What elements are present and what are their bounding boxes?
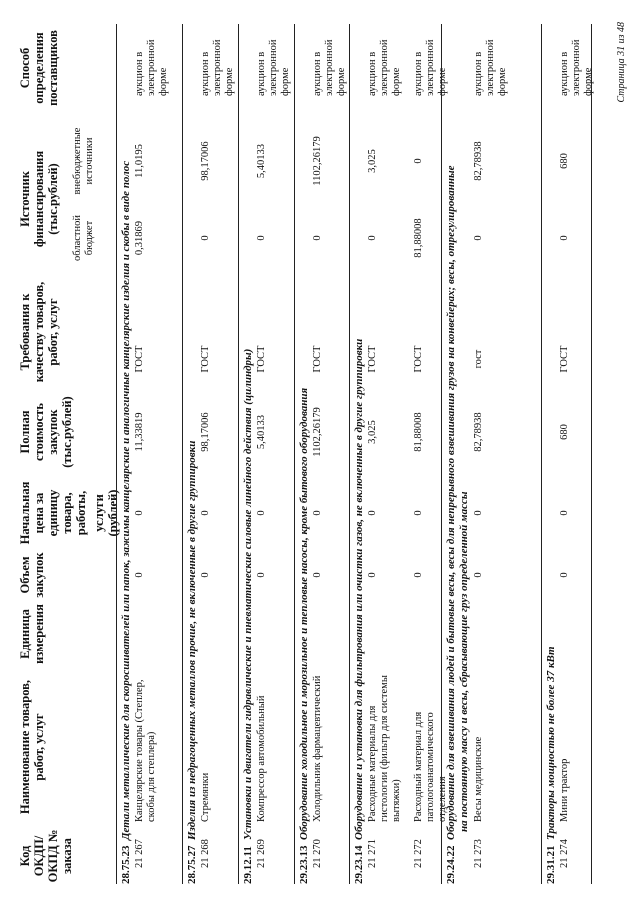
group-title: Оборудование и установки для фильтрования или очистки газов, не включенные в другие группировки — [353, 338, 365, 840]
item-volume: 0 — [200, 572, 211, 578]
item-total-cost: 5,40133 — [256, 414, 267, 450]
item-name: Расходный материал для патологоанатомического отделения — [413, 711, 448, 822]
row-divider — [441, 24, 442, 884]
order-number: 21 272 — [413, 839, 424, 868]
item-funding-regional: 0,31869 — [134, 220, 145, 256]
header-requirements: Требования к качеству товаров, работ, услуг — [18, 281, 60, 383]
item-funding-regional: 81,88008 — [413, 218, 424, 258]
item-funding-regional: 0 — [559, 235, 570, 241]
item-unit-price: 0 — [413, 510, 424, 516]
header-funding-offbudget: внебюджетные источники — [72, 127, 95, 195]
item-volume: 0 — [413, 572, 424, 578]
item-requirements: ГОСТ — [559, 345, 570, 373]
row-divider — [116, 24, 117, 884]
item-unit-price: 0 — [312, 510, 323, 516]
row-divider — [349, 24, 350, 884]
group-code: 28.75.27 — [186, 845, 198, 884]
group-row — [120, 24, 133, 884]
group-title: Оборудование для взвешивания людей и бытовые весы, весы для непрерывного взвешивания грузов на конвейерах; весы, отрегулированные — [445, 165, 457, 840]
group-title: Установки и двигатели гидравлические и пневматические силовые линейного действия (цилиндры) — [242, 348, 254, 840]
item-total-cost: 81,88008 — [413, 412, 424, 452]
group-title: Детали металлические для скоросшивателей или папок, зажимы канцелярские и аналогичные канцелярские изделия и скобы в виде полос — [120, 160, 132, 840]
group-code: 29.24.22 — [445, 845, 457, 884]
item-name: Весы медицинские — [473, 736, 484, 822]
row-divider — [591, 24, 592, 884]
row-divider — [294, 24, 295, 884]
item-method: аукцион в электронной форме — [256, 39, 291, 96]
item-unit-price: 0 — [367, 510, 378, 516]
item-funding-regional: 0 — [473, 235, 484, 241]
item-funding-offbudget: 0 — [413, 158, 424, 164]
page-footer: Страница 31 из 48 — [616, 22, 627, 103]
group-row — [353, 24, 366, 884]
item-name: Стремянки — [200, 772, 211, 822]
group-row — [298, 24, 311, 884]
item-funding-offbudget: 1102,26179 — [312, 136, 323, 186]
item-total-cost: 82,78938 — [473, 412, 484, 452]
item-funding-offbudget: 98,17006 — [200, 141, 211, 181]
item-method: аукцион в электронной форме — [473, 39, 508, 96]
header-unit: Единица измерения — [18, 604, 46, 664]
item-requirements: ГОСТ — [256, 345, 267, 373]
order-number: 21 267 — [134, 839, 145, 868]
item-requirements: ГОСТ — [367, 345, 378, 373]
header-code: Код ОКДП/ ОКПД № заказа — [18, 829, 74, 883]
item-method: аукцион в электронной форме — [413, 39, 448, 96]
item-requirements: ГОСТ — [134, 345, 145, 373]
header-unit-price: Начальная цена за единицу товара, работы, — [18, 481, 88, 545]
item-funding-regional: 0 — [256, 235, 267, 241]
item-volume: 0 — [559, 572, 570, 578]
item-unit-price: 0 — [256, 510, 267, 516]
item-total-cost: 98,17006 — [200, 412, 211, 452]
item-total-cost: 11,33819 — [134, 412, 145, 452]
item-name: Расходные материалы для гистологии (фильтр для системы вытяжки) — [367, 675, 402, 822]
item-total-cost: 1102,26179 — [312, 407, 323, 457]
group-title: Оборудование холодильное и морозильное и тепловые насосы, кроме бытового оборудования — [298, 387, 310, 840]
item-name: Холодильник фармацевтический — [312, 675, 323, 822]
item-funding-regional: 0 — [200, 235, 211, 241]
row-divider — [541, 24, 542, 884]
item-funding-offbudget: 680 — [559, 153, 570, 169]
group-row — [242, 24, 255, 884]
item-method: аукцион в электронной форме — [134, 39, 169, 96]
item-unit-price: 0 — [559, 510, 570, 516]
item-requirements: ГОСТ — [312, 345, 323, 373]
item-funding-offbudget: 3,025 — [367, 149, 378, 173]
item-volume: 0 — [367, 572, 378, 578]
item-total-cost: 3,025 — [367, 420, 378, 444]
group-code: 29.23.13 — [298, 845, 310, 884]
item-unit-price: 0 — [200, 510, 211, 516]
order-number: 21 268 — [200, 839, 211, 868]
item-unit-price: 0 — [134, 510, 145, 516]
row-divider — [238, 24, 239, 884]
item-volume: 0 — [256, 572, 267, 578]
group-title-continued: на постоянную массу и весы, сбрасывающие груз определенной массы — [458, 491, 470, 832]
item-method: аукцион в электронной форме — [200, 39, 235, 96]
group-row — [186, 24, 199, 884]
header-name: Наименование товаров, работ, услуг — [18, 679, 46, 815]
group-title: Изделия из недрагоценных металлов прочие, не включенные в другие группировки — [186, 440, 198, 840]
group-title: Тракторы мощностью не более 37 кВт — [545, 646, 557, 840]
group-code: 28.75.23 — [120, 845, 132, 884]
group-row — [545, 24, 558, 884]
group-code: 29.23.14 — [353, 845, 365, 884]
header-volume: Объем закупок — [18, 552, 46, 598]
header-unit-price-sub: услуги (рублей) — [92, 489, 120, 537]
item-funding-regional: 0 — [367, 235, 378, 241]
item-method: аукцион в электронной форме — [312, 39, 347, 96]
item-funding-regional: 0 — [312, 235, 323, 241]
item-volume: 0 — [312, 572, 323, 578]
order-number: 21 274 — [559, 839, 570, 868]
item-requirements: ГОСТ — [413, 345, 424, 373]
order-number: 21 271 — [367, 839, 378, 868]
item-funding-offbudget: 5,40133 — [256, 143, 267, 179]
item-requirements: ГОСТ — [200, 345, 211, 373]
item-name: Компрессор автомобильный — [256, 695, 267, 822]
item-funding-offbudget: 82,78938 — [473, 141, 484, 181]
row-divider — [182, 24, 183, 884]
group-code: 29.12.11 — [242, 846, 254, 884]
header-funding-regional: областной бюджет — [72, 215, 95, 261]
item-requirements: гост — [473, 349, 484, 369]
item-name: Канцелярские товары (Степлер, скобы для степлера) — [134, 679, 157, 822]
order-number: 21 273 — [473, 839, 484, 868]
order-number: 21 269 — [256, 839, 267, 868]
header-method: Способ определения поставщиков — [18, 30, 60, 106]
item-unit-price: 0 — [473, 510, 484, 516]
item-method: аукцион в электронной форме — [559, 39, 594, 96]
group-row — [445, 24, 470, 884]
order-number: 21 270 — [312, 839, 323, 868]
item-funding-offbudget: 11,0195 — [134, 144, 145, 178]
item-total-cost: 680 — [559, 424, 570, 440]
group-code: 29.31.21 — [545, 845, 557, 884]
item-volume: 0 — [473, 572, 484, 578]
item-method: аукцион в электронной форме — [367, 39, 402, 96]
header-funding: Источник финансирования (тыс.рублей) — [18, 150, 60, 248]
header-total-cost: Полная стоимость закупок (тыс.рублей) — [18, 396, 74, 468]
procurement-table-page — [10, 12, 630, 892]
item-name: Мини трактор — [559, 758, 570, 822]
item-volume: 0 — [134, 572, 145, 578]
